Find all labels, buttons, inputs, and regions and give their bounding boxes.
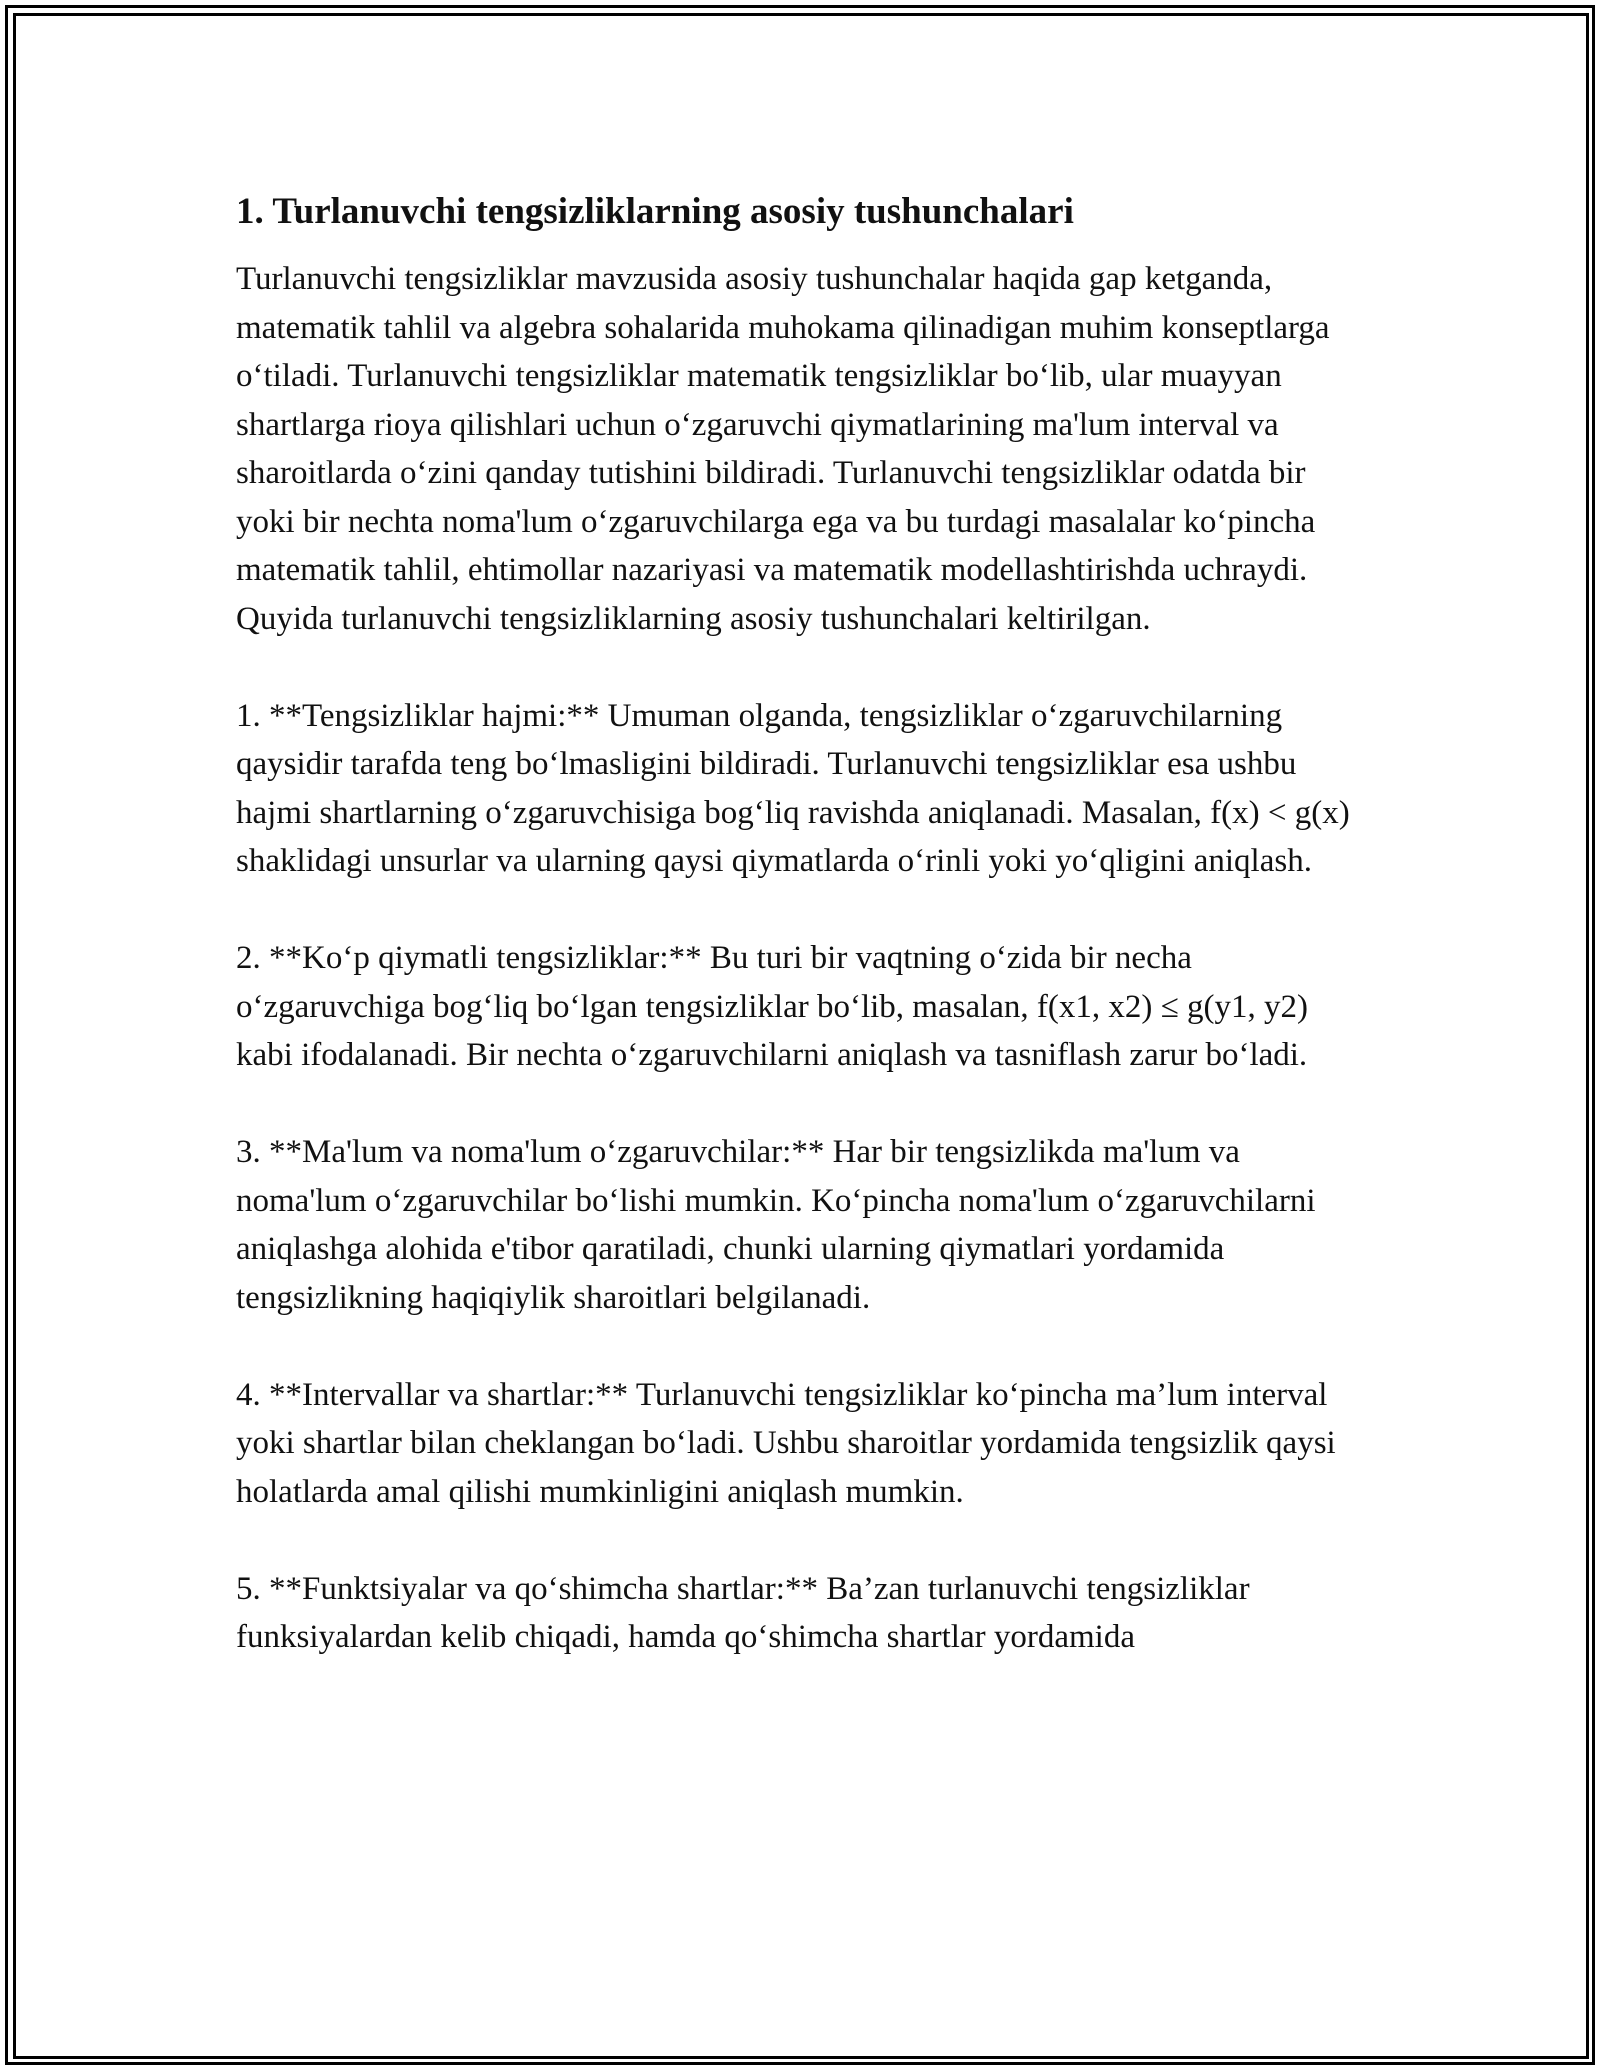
list-item-5: 5. **Funktsiyalar va qo‘shimcha shartlar:** Ba’zan turlanuvchi tengsizliklar funksiyalardan kelib chiqadi, hamda qo‘shimcha shartlar yordamida [236, 1570, 1250, 1655]
intro-paragraph: Turlanuvchi tengsizliklar mavzusida asosiy tushunchalar haqida gap ketganda, matematik tahlil va algebra sohalarida muhokama qilinadigan muhim konseptlarga o‘tiladi. Turlanuvchi tengsizliklar matematik tengsizliklar bo‘lib, ular muayyan shartlarga rioya qilishlari uchun o‘zgaruvchi qiymatlarining ma'lum interval va sharoitlarda o‘zini qanday tutishini bildiradi. Turlanuvchi tengsizliklar odatda bir yoki bir nechta noma'lum o‘zgaruvchilarga ega va bu turdagi masalalar ko‘pincha matematik tahlil, ehtimollar nazariyasi va matematik modellashtirishda uchraydi. Quyida turlanuvchi tengsizliklarning asosiy tushunchalari keltirilgan. [236, 261, 1330, 637]
section-heading: 1. Turlanuvchi tengsizliklarning asosiy tushunchalari [236, 191, 1074, 232]
document-body [236, 186, 1366, 1662]
list-item-1: 1. **Tengsizliklar hajmi:** Umuman olganda, tengsizliklar o‘zgaruvchilarning qaysidir tarafda teng bo‘lmasligini bildiradi. Turlanuvchi tengsizliklar esa ushbu hajmi shartlarning o‘zgaruvchisiga bog‘liq ravishda aniqlanadi. Masalan, f(x) < g(x) shaklidagi unsurlar va ularning qaysi qiymatlarda o‘rinli yoki yo‘qligini aniqlash. [236, 697, 1350, 879]
list-item-2: 2. **Ko‘p qiymatli tengsizliklar:** Bu turi bir vaqtning o‘zida bir necha o‘zgaruvchiga bog‘liq bo‘lgan tengsizliklar bo‘lib, masalan, f(x1, x2) ≤ g(y1, y2) kabi ifodalanadi. Bir nechta o‘zgaruvchilarni aniqlash va tasniflash zarur bo‘ladi. [236, 940, 1308, 1073]
list-item-3: 3. **Ma'lum va noma'lum o‘zgaruvchilar:** Har bir tengsizlikda ma'lum va noma'lum o‘zgaruvchilar bo‘lishi mumkin. Ko‘pincha noma'lum o‘zgaruvchilarni aniqlashga alohida e'tibor qaratiladi, chunki ularning qiymatlari yordamida tengsizlikning haqiqiylik sharoitlari belgilanadi. [236, 1134, 1316, 1316]
list-item-4: 4. **Intervallar va shartlar:** Turlanuvchi tengsizliklar ko‘pincha ma’lum interval yoki shartlar bilan cheklangan bo‘ladi. Ushbu sharoitlar yordamida tengsizlik qaysi holatlarda amal qilishi mumkinligini aniqlash mumkin. [236, 1376, 1336, 1510]
